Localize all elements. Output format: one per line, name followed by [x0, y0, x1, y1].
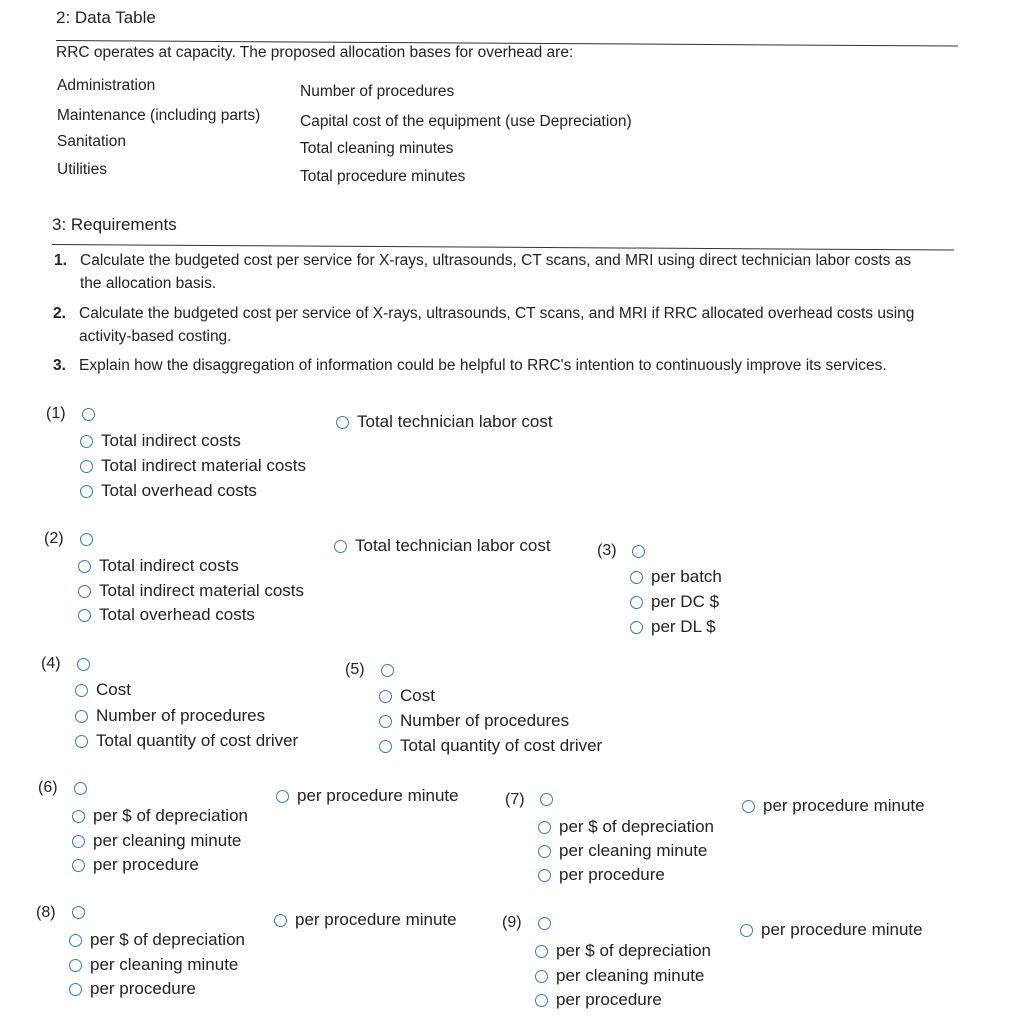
- radio-circle-icon[interactable]: [274, 914, 287, 927]
- radio-circle-icon[interactable]: [69, 983, 82, 996]
- blank-radio[interactable]: [72, 906, 85, 919]
- requirement-text: activity-based costing.: [79, 328, 232, 345]
- activity-name: Administration: [57, 77, 156, 94]
- requirements-heading: 3: Requirements: [52, 215, 177, 234]
- blank-radio[interactable]: [82, 408, 95, 421]
- question-label-6: (6): [38, 779, 58, 796]
- radio-circle-icon[interactable]: [740, 924, 753, 937]
- radio-circle-icon[interactable]: [538, 869, 551, 882]
- radio-circle-icon[interactable]: [72, 835, 85, 848]
- radio-circle-icon[interactable]: [742, 800, 755, 813]
- requirement-text: Calculate the budgeted cost per service for X-rays, ultrasounds, CT scans, and MRI using direct technician labor costs as: [80, 252, 912, 269]
- blank-radio[interactable]: [538, 917, 551, 930]
- activity-name: Utilities: [57, 161, 107, 178]
- option[interactable]: Total technician labor cost: [336, 412, 553, 432]
- requirement-text: Explain how the disaggregation of information could be helpful to RRC's intention to continuously improve its services.: [79, 357, 887, 374]
- option[interactable]: per $ of depreciation: [72, 806, 248, 826]
- requirement-item: [53, 355, 973, 379]
- option[interactable]: Total technician labor cost: [334, 536, 551, 556]
- option[interactable]: per procedure: [72, 855, 199, 875]
- data-table-intro: RRC operates at capacity. The proposed allocation bases for overhead are:: [56, 44, 574, 61]
- blank-radio[interactable]: [80, 533, 93, 546]
- option[interactable]: per cleaning minute: [538, 841, 707, 861]
- option[interactable]: Total quantity of cost driver: [379, 736, 602, 756]
- allocation-basis: Number of procedures: [300, 83, 455, 100]
- option[interactable]: Total overhead costs: [78, 605, 255, 625]
- option[interactable]: per $ of depreciation: [538, 817, 714, 837]
- activity-name: Maintenance (including parts): [57, 107, 261, 124]
- question-label-5: (5): [345, 661, 365, 678]
- radio-circle-icon[interactable]: [630, 596, 643, 609]
- allocation-basis: Total procedure minutes: [300, 168, 466, 185]
- radio-circle-icon[interactable]: [80, 460, 93, 473]
- radio-circle-icon[interactable]: [78, 585, 91, 598]
- question-label-4: (4): [41, 655, 61, 672]
- radio-circle-icon[interactable]: [379, 715, 392, 728]
- option[interactable]: Total indirect material costs: [78, 581, 304, 601]
- question-label-2: (2): [44, 530, 64, 547]
- radio-circle-icon[interactable]: [78, 560, 91, 573]
- option[interactable]: Total indirect costs: [78, 556, 239, 576]
- option[interactable]: per $ of depreciation: [535, 941, 711, 961]
- option[interactable]: per procedure: [535, 990, 662, 1010]
- option[interactable]: Total quantity of cost driver: [75, 731, 298, 751]
- option[interactable]: per cleaning minute: [69, 955, 238, 975]
- radio-circle-icon[interactable]: [379, 690, 392, 703]
- radio-circle-icon[interactable]: [80, 435, 93, 448]
- radio-circle-icon[interactable]: [538, 821, 551, 834]
- blank-radio[interactable]: [381, 664, 394, 677]
- radio-circle-icon[interactable]: [75, 710, 88, 723]
- option[interactable]: per procedure minute: [742, 796, 925, 816]
- question-label-8: (8): [36, 904, 56, 921]
- radio-circle-icon[interactable]: [75, 735, 88, 748]
- question-label-7: (7): [505, 791, 525, 808]
- data-table-heading: 2: Data Table: [56, 8, 156, 27]
- option[interactable]: Total overhead costs: [80, 481, 257, 501]
- radio-circle-icon[interactable]: [379, 740, 392, 753]
- requirement-number: 1.: [54, 252, 67, 269]
- blank-radio[interactable]: [77, 658, 90, 671]
- question-label-1: (1): [46, 405, 66, 422]
- requirement-text: the allocation basis.: [80, 275, 217, 292]
- option[interactable]: Cost: [379, 686, 435, 706]
- radio-circle-icon[interactable]: [538, 845, 551, 858]
- option[interactable]: Total indirect costs: [80, 431, 241, 451]
- allocation-basis: Capital cost of the equipment (use Depreciation): [300, 113, 632, 130]
- radio-circle-icon[interactable]: [72, 810, 85, 823]
- radio-circle-icon[interactable]: [69, 934, 82, 947]
- radio-circle-icon[interactable]: [535, 970, 548, 983]
- option[interactable]: per cleaning minute: [72, 831, 241, 851]
- requirement-number: 3.: [53, 357, 66, 374]
- option[interactable]: per batch: [630, 567, 722, 587]
- requirement-item: [54, 250, 974, 294]
- option[interactable]: Cost: [75, 680, 131, 700]
- option[interactable]: Number of procedures: [379, 711, 569, 731]
- radio-circle-icon[interactable]: [78, 609, 91, 622]
- blank-radio[interactable]: [632, 545, 645, 558]
- option[interactable]: per DC $: [630, 592, 719, 612]
- activity-name: Sanitation: [57, 133, 126, 150]
- option[interactable]: per procedure minute: [276, 786, 459, 806]
- radio-circle-icon[interactable]: [276, 790, 289, 803]
- option[interactable]: per procedure minute: [740, 920, 923, 940]
- question-label-3: (3): [597, 542, 617, 559]
- option[interactable]: per $ of depreciation: [69, 930, 245, 950]
- blank-radio[interactable]: [74, 782, 87, 795]
- radio-circle-icon[interactable]: [535, 994, 548, 1007]
- option[interactable]: per DL $: [630, 617, 716, 637]
- radio-circle-icon[interactable]: [334, 540, 347, 553]
- radio-circle-icon[interactable]: [80, 485, 93, 498]
- radio-circle-icon[interactable]: [630, 571, 643, 584]
- option[interactable]: Total indirect material costs: [80, 456, 306, 476]
- allocation-basis: Total cleaning minutes: [300, 140, 454, 157]
- question-label-9: (9): [502, 914, 522, 931]
- radio-circle-icon[interactable]: [630, 621, 643, 634]
- requirement-number: 2.: [53, 305, 66, 322]
- radio-circle-icon[interactable]: [69, 959, 82, 972]
- option[interactable]: per cleaning minute: [535, 966, 704, 986]
- radio-circle-icon[interactable]: [72, 859, 85, 872]
- requirement-item: [53, 303, 973, 347]
- option[interactable]: per procedure minute: [274, 910, 457, 930]
- option[interactable]: per procedure: [538, 865, 665, 885]
- option[interactable]: per procedure: [69, 979, 196, 999]
- option[interactable]: Number of procedures: [75, 706, 265, 726]
- requirement-text: Calculate the budgeted cost per service of X-rays, ultrasounds, CT scans, and MRI if RRC allocated overhead costs using: [79, 305, 915, 322]
- radio-circle-icon[interactable]: [336, 416, 349, 429]
- radio-circle-icon[interactable]: [75, 684, 88, 697]
- blank-radio[interactable]: [540, 793, 553, 806]
- radio-circle-icon[interactable]: [535, 945, 548, 958]
